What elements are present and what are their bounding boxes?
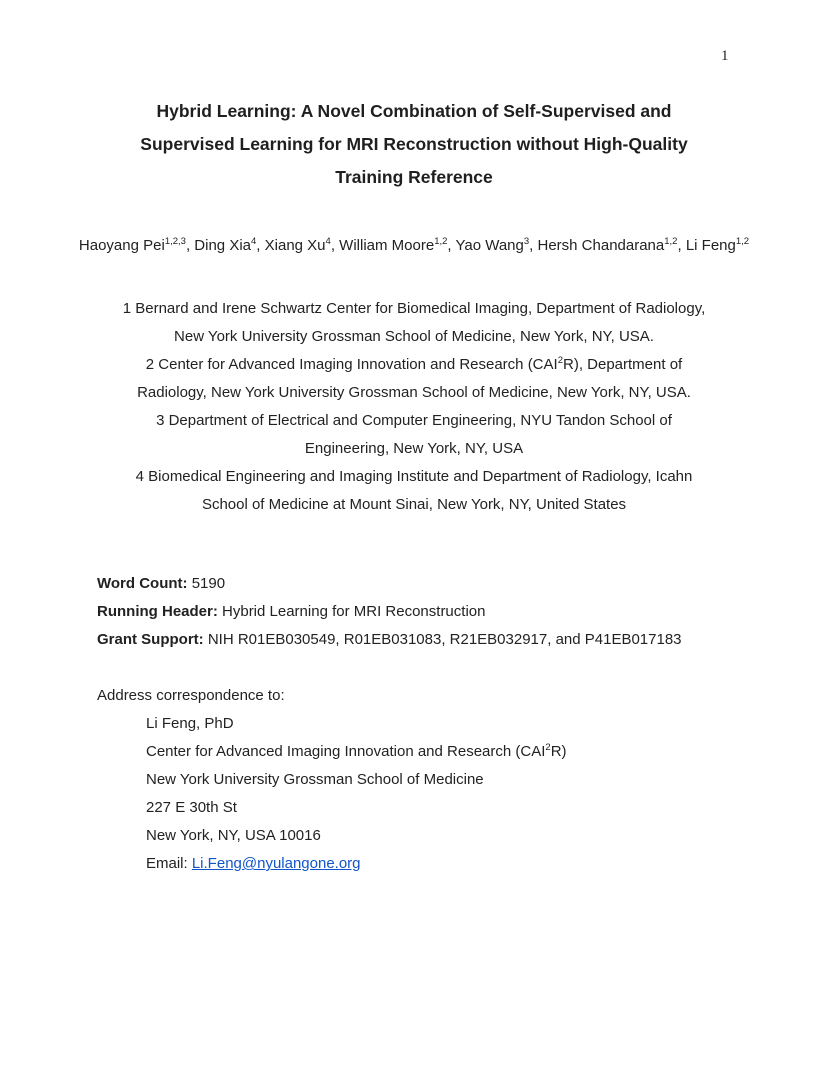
- author-affiliation-sup: 4: [251, 236, 257, 247]
- corresponding-author-name: Li Feng, PhD: [146, 715, 234, 732]
- center-sup: 2: [545, 742, 551, 753]
- affiliation-line: 2 Center for Advanced Imaging Innovation and Research (CAI$^2$R), Department of: [145, 355, 683, 373]
- author-name: William Moore: [339, 237, 435, 254]
- grant-support-label: Grant Support:: [97, 631, 204, 648]
- affiliation-line: 4 Biomedical Engineering and Imaging Institute and Department of Radiology, Icahn: [135, 468, 693, 485]
- affiliation-line: School of Medicine at Mount Sinai, New York, NY, United States: [201, 496, 627, 513]
- word-count: [97, 570, 682, 598]
- address-email: [97, 850, 567, 878]
- manuscript-metadata: [97, 570, 682, 654]
- email-link[interactable]: Li.Feng@nyulangone.org: [191, 855, 361, 872]
- author-affiliation-sup: 3: [523, 236, 530, 247]
- author-name: Li Feng: [685, 237, 736, 254]
- running-header-value: Hybrid Learning for MRI Reconstruction: [222, 603, 486, 620]
- affiliation-line: Radiology, New York University Grossman School of Medicine, New York, NY, USA.: [137, 384, 691, 401]
- word-count-label: Word Count:: [97, 575, 188, 592]
- author-affiliation-sup: 4: [325, 236, 331, 247]
- author-affiliation-sup: 1,2,3: [164, 236, 186, 247]
- address-heading: Address correspondence to:: [97, 687, 285, 704]
- running-header-label: Running Header:: [97, 603, 218, 620]
- title-line: Hybrid Learning: A Novel Combination of Self-Supervised and: [156, 101, 672, 121]
- grant-support-value: NIH R01EB030549, R01EB031083, R21EB032917, and P41EB017183: [207, 631, 682, 648]
- author-name: Yao Wang: [455, 237, 524, 254]
- author-name: Xiang Xu: [264, 237, 326, 254]
- affiliation-list: [60, 295, 768, 519]
- grant-support: [97, 626, 682, 654]
- email-label: Email:: [146, 855, 192, 872]
- correspondence-address: [97, 682, 567, 878]
- address-street: 227 E 30th St: [146, 799, 237, 816]
- address-city: New York, NY, USA 10016: [146, 827, 321, 844]
- author-name: Haoyang Pei: [78, 237, 165, 254]
- word-count-value: 5190: [191, 575, 226, 592]
- title-line: Supervised Learning for MRI Reconstruction without High-Quality: [140, 134, 688, 154]
- affiliation-line: 1 Bernard and Irene Schwartz Center for Biomedical Imaging, Department of Radiology,: [122, 300, 706, 317]
- author-affiliation-sup: 1,2: [434, 236, 448, 247]
- author-affiliation-sup: 1,2: [735, 236, 750, 247]
- address-center: Center for Advanced Imaging Innovation and Research (CAI$^2$R): [146, 742, 567, 760]
- title-line: Training Reference: [335, 167, 493, 187]
- address-school: New York University Grossman School of Medicine: [146, 771, 484, 788]
- affiliation-line: New York University Grossman School of Medicine, New York, NY, USA.: [174, 328, 654, 345]
- author-name: Hersh Chandarana: [537, 237, 665, 254]
- author-list: Haoyang Pei$^{1,2,3}$, Ding Xia$^4$, Xiang Xu$^4$, William Moore$^{1,2}$, Yao Wang$^3$, Hersh Chandarana$^{1,2}$, Li Feng$^{1,2}$: [78, 236, 750, 254]
- running-header: [97, 598, 682, 626]
- author-affiliation-sup: 1,2: [664, 236, 678, 247]
- author-name: Ding Xia: [194, 237, 251, 254]
- page-number: 1: [721, 48, 729, 64]
- cai-sup: 2: [557, 355, 563, 366]
- affiliation-line: 3 Department of Electrical and Computer Engineering, NYU Tandon School of: [156, 412, 672, 429]
- paper-title: [60, 95, 768, 194]
- affiliation-line: Engineering, New York, NY, USA: [304, 440, 524, 457]
